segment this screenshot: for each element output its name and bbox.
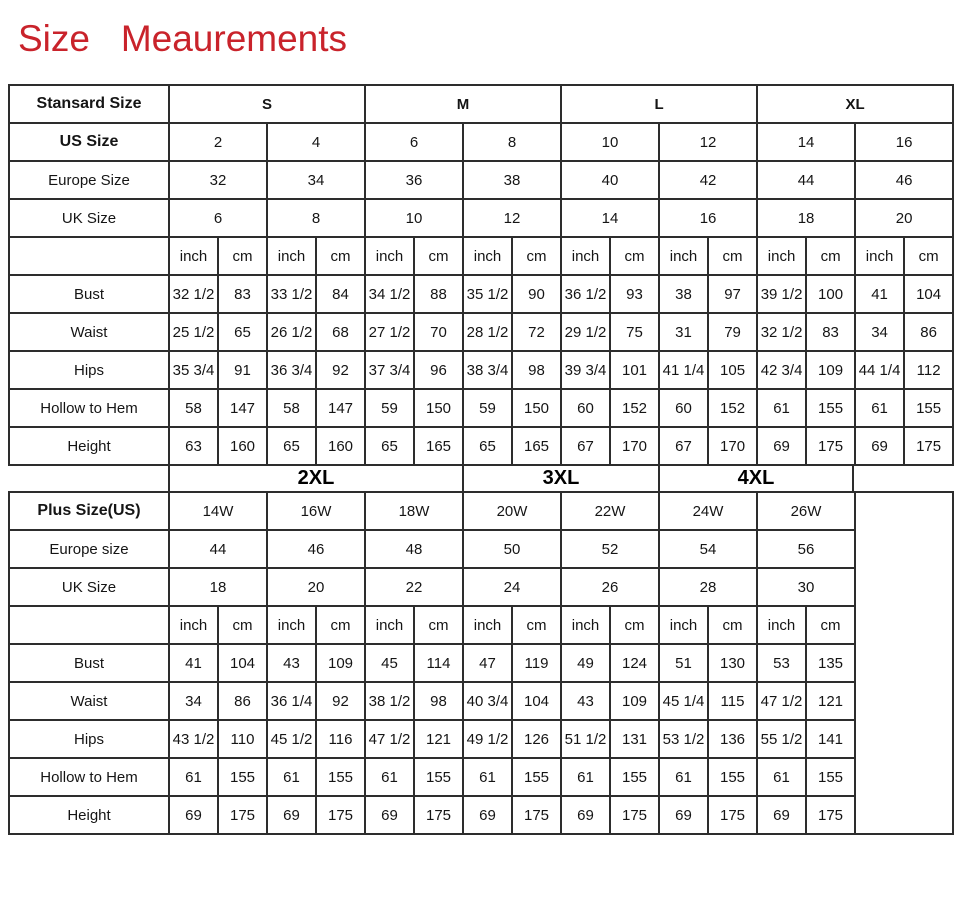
unit-cell: cm bbox=[414, 237, 463, 275]
measure-value-cell: 175 bbox=[218, 796, 267, 834]
measure-value-cell: 45 1/2 bbox=[267, 720, 316, 758]
unit-cell: inch bbox=[365, 606, 414, 644]
empty-right-cell bbox=[855, 492, 953, 834]
measure-value-cell: 109 bbox=[316, 644, 365, 682]
measure-value-cell: 135 bbox=[806, 644, 855, 682]
measure-value-cell: 69 bbox=[659, 796, 708, 834]
table-row bbox=[9, 682, 953, 720]
size-value-cell: 32 bbox=[169, 161, 267, 199]
size-value-cell: 40 bbox=[561, 161, 659, 199]
table-row bbox=[9, 123, 953, 161]
size-value-cell: 54 bbox=[659, 530, 757, 568]
measure-value-cell: 91 bbox=[218, 351, 267, 389]
size-value-cell: 20W bbox=[463, 492, 561, 530]
row-label: Waist bbox=[9, 313, 169, 351]
measure-value-cell: 90 bbox=[512, 275, 561, 313]
unit-cell: inch bbox=[267, 606, 316, 644]
size-value-cell: 12 bbox=[659, 123, 757, 161]
measure-value-cell: 67 bbox=[659, 427, 708, 465]
measure-value-cell: 110 bbox=[218, 720, 267, 758]
table-row bbox=[9, 313, 953, 351]
measure-value-cell: 175 bbox=[316, 796, 365, 834]
measure-value-cell: 61 bbox=[659, 758, 708, 796]
measure-value-cell: 37 3/4 bbox=[365, 351, 414, 389]
measure-value-cell: 121 bbox=[806, 682, 855, 720]
measure-value-cell: 155 bbox=[806, 758, 855, 796]
measure-value-cell: 155 bbox=[610, 758, 659, 796]
measure-value-cell: 79 bbox=[708, 313, 757, 351]
measure-value-cell: 65 bbox=[463, 427, 512, 465]
measure-value-cell: 26 1/2 bbox=[267, 313, 316, 351]
measure-value-cell: 25 1/2 bbox=[169, 313, 218, 351]
size-value-cell: 8 bbox=[267, 199, 365, 237]
measure-value-cell: 119 bbox=[512, 644, 561, 682]
measure-value-cell: 69 bbox=[561, 796, 610, 834]
unit-cell: cm bbox=[806, 237, 855, 275]
unit-cell: cm bbox=[610, 606, 659, 644]
measure-value-cell: 150 bbox=[512, 389, 561, 427]
measure-value-cell: 44 1/4 bbox=[855, 351, 904, 389]
measure-value-cell: 47 1/2 bbox=[757, 682, 806, 720]
size-value-cell: 44 bbox=[169, 530, 267, 568]
unit-cell: inch bbox=[169, 237, 218, 275]
size-value-cell: 4 bbox=[267, 123, 365, 161]
unit-cell: cm bbox=[414, 606, 463, 644]
size-value-cell: 18 bbox=[757, 199, 855, 237]
size-value-cell: 28 bbox=[659, 568, 757, 606]
row-label: Europe Size bbox=[9, 161, 169, 199]
measure-value-cell: 170 bbox=[610, 427, 659, 465]
row-label: UK Size bbox=[9, 568, 169, 606]
unit-cell: cm bbox=[806, 606, 855, 644]
row-label: US Size bbox=[9, 123, 169, 161]
measure-value-cell: 109 bbox=[806, 351, 855, 389]
size-value-cell: 24 bbox=[463, 568, 561, 606]
row-label: Bust bbox=[9, 644, 169, 682]
measure-value-cell: 88 bbox=[414, 275, 463, 313]
measure-value-cell: 83 bbox=[806, 313, 855, 351]
size-value-cell: 26 bbox=[561, 568, 659, 606]
measure-value-cell: 126 bbox=[512, 720, 561, 758]
plus-size-table bbox=[8, 491, 954, 835]
measure-value-cell: 60 bbox=[659, 389, 708, 427]
plus-size-group-band bbox=[168, 466, 952, 491]
measure-value-cell: 35 3/4 bbox=[169, 351, 218, 389]
row-label: Europe size bbox=[9, 530, 169, 568]
measure-value-cell: 136 bbox=[708, 720, 757, 758]
measure-value-cell: 38 3/4 bbox=[463, 351, 512, 389]
measure-value-cell: 61 bbox=[757, 389, 806, 427]
size-value-cell: 22W bbox=[561, 492, 659, 530]
size-value-cell: 16 bbox=[659, 199, 757, 237]
size-value-cell: 48 bbox=[365, 530, 463, 568]
unit-cell: inch bbox=[561, 237, 610, 275]
measure-value-cell: 53 1/2 bbox=[659, 720, 708, 758]
size-value-cell: 44 bbox=[757, 161, 855, 199]
table-row bbox=[9, 351, 953, 389]
size-value-cell: 2 bbox=[169, 123, 267, 161]
unit-cell: inch bbox=[855, 237, 904, 275]
size-value-cell: 8 bbox=[463, 123, 561, 161]
table-row bbox=[9, 568, 953, 606]
measure-value-cell: 165 bbox=[414, 427, 463, 465]
standard-size-table bbox=[8, 84, 954, 466]
measure-value-cell: 34 bbox=[169, 682, 218, 720]
measure-value-cell: 175 bbox=[610, 796, 659, 834]
measure-value-cell: 104 bbox=[218, 644, 267, 682]
measure-value-cell: 67 bbox=[561, 427, 610, 465]
measure-value-cell: 36 3/4 bbox=[267, 351, 316, 389]
measure-value-cell: 41 bbox=[855, 275, 904, 313]
measure-value-cell: 40 3/4 bbox=[463, 682, 512, 720]
row-label: Height bbox=[9, 796, 169, 834]
measure-value-cell: 69 bbox=[267, 796, 316, 834]
row-label: Hips bbox=[9, 351, 169, 389]
unit-cell: inch bbox=[169, 606, 218, 644]
measure-value-cell: 47 1/2 bbox=[365, 720, 414, 758]
unit-cell: cm bbox=[512, 237, 561, 275]
measure-value-cell: 109 bbox=[610, 682, 659, 720]
measure-value-cell: 141 bbox=[806, 720, 855, 758]
unit-cell: inch bbox=[267, 237, 316, 275]
measure-value-cell: 155 bbox=[904, 389, 953, 427]
plus-group-header: 4XL bbox=[658, 466, 854, 491]
unit-row-label bbox=[9, 237, 169, 275]
unit-row-label bbox=[9, 606, 169, 644]
measure-value-cell: 31 bbox=[659, 313, 708, 351]
table-row bbox=[9, 85, 953, 123]
table-row bbox=[9, 427, 953, 465]
size-value-cell: 6 bbox=[169, 199, 267, 237]
measure-value-cell: 114 bbox=[414, 644, 463, 682]
measure-value-cell: 92 bbox=[316, 351, 365, 389]
unit-cell: cm bbox=[904, 237, 953, 275]
measure-value-cell: 97 bbox=[708, 275, 757, 313]
table-row bbox=[9, 758, 953, 796]
size-value-cell: 30 bbox=[757, 568, 855, 606]
size-value-cell: 52 bbox=[561, 530, 659, 568]
plus-group-header: 3XL bbox=[462, 466, 658, 491]
measure-value-cell: 72 bbox=[512, 313, 561, 351]
measure-value-cell: 175 bbox=[904, 427, 953, 465]
measure-value-cell: 115 bbox=[708, 682, 757, 720]
measure-value-cell: 49 bbox=[561, 644, 610, 682]
measure-value-cell: 41 1/4 bbox=[659, 351, 708, 389]
measure-value-cell: 61 bbox=[267, 758, 316, 796]
size-value-cell: 16 bbox=[855, 123, 953, 161]
measure-value-cell: 131 bbox=[610, 720, 659, 758]
measure-value-cell: 152 bbox=[610, 389, 659, 427]
measure-value-cell: 175 bbox=[512, 796, 561, 834]
measure-value-cell: 65 bbox=[267, 427, 316, 465]
measure-value-cell: 61 bbox=[169, 758, 218, 796]
measure-value-cell: 32 1/2 bbox=[757, 313, 806, 351]
size-value-cell: 12 bbox=[463, 199, 561, 237]
measure-value-cell: 39 1/2 bbox=[757, 275, 806, 313]
size-value-cell: 14 bbox=[561, 199, 659, 237]
table-row bbox=[9, 606, 953, 644]
page-title: Size Meaurements bbox=[18, 18, 348, 59]
size-value-cell: 14 bbox=[757, 123, 855, 161]
row-label: Hips bbox=[9, 720, 169, 758]
measure-value-cell: 160 bbox=[218, 427, 267, 465]
size-value-cell: 14W bbox=[169, 492, 267, 530]
table-row bbox=[9, 796, 953, 834]
size-value-cell: 46 bbox=[267, 530, 365, 568]
size-group-header: M bbox=[365, 85, 561, 123]
row-label: UK Size bbox=[9, 199, 169, 237]
table-row bbox=[9, 389, 953, 427]
size-value-cell: 38 bbox=[463, 161, 561, 199]
size-value-cell: 20 bbox=[267, 568, 365, 606]
table-row bbox=[9, 237, 953, 275]
unit-cell: cm bbox=[316, 606, 365, 644]
measure-value-cell: 124 bbox=[610, 644, 659, 682]
row-label: Bust bbox=[9, 275, 169, 313]
measure-value-cell: 68 bbox=[316, 313, 365, 351]
measure-value-cell: 86 bbox=[904, 313, 953, 351]
measure-value-cell: 43 1/2 bbox=[169, 720, 218, 758]
table-row bbox=[9, 275, 953, 313]
measure-value-cell: 45 1/4 bbox=[659, 682, 708, 720]
unit-cell: cm bbox=[708, 606, 757, 644]
unit-cell: inch bbox=[365, 237, 414, 275]
measure-value-cell: 105 bbox=[708, 351, 757, 389]
measure-value-cell: 45 bbox=[365, 644, 414, 682]
size-value-cell: 16W bbox=[267, 492, 365, 530]
measure-value-cell: 59 bbox=[365, 389, 414, 427]
measure-value-cell: 36 1/2 bbox=[561, 275, 610, 313]
measure-value-cell: 93 bbox=[610, 275, 659, 313]
measure-value-cell: 69 bbox=[463, 796, 512, 834]
measure-value-cell: 43 bbox=[267, 644, 316, 682]
measure-value-cell: 75 bbox=[610, 313, 659, 351]
measure-value-cell: 84 bbox=[316, 275, 365, 313]
measure-value-cell: 101 bbox=[610, 351, 659, 389]
size-value-cell: 20 bbox=[855, 199, 953, 237]
table-row bbox=[9, 492, 953, 530]
measure-value-cell: 51 1/2 bbox=[561, 720, 610, 758]
measure-value-cell: 61 bbox=[855, 389, 904, 427]
size-value-cell: 24W bbox=[659, 492, 757, 530]
unit-cell: inch bbox=[757, 606, 806, 644]
table-row bbox=[9, 720, 953, 758]
size-group-header: S bbox=[169, 85, 365, 123]
measure-value-cell: 60 bbox=[561, 389, 610, 427]
measure-value-cell: 49 1/2 bbox=[463, 720, 512, 758]
unit-cell: inch bbox=[659, 237, 708, 275]
row-label: Waist bbox=[9, 682, 169, 720]
measure-value-cell: 175 bbox=[806, 796, 855, 834]
size-value-cell: 18 bbox=[169, 568, 267, 606]
size-group-header: XL bbox=[757, 85, 953, 123]
measure-value-cell: 69 bbox=[365, 796, 414, 834]
measure-value-cell: 58 bbox=[169, 389, 218, 427]
measure-value-cell: 43 bbox=[561, 682, 610, 720]
measure-value-cell: 69 bbox=[757, 427, 806, 465]
measure-value-cell: 100 bbox=[806, 275, 855, 313]
unit-cell: inch bbox=[463, 237, 512, 275]
measure-value-cell: 175 bbox=[414, 796, 463, 834]
size-value-cell: 26W bbox=[757, 492, 855, 530]
size-value-cell: 6 bbox=[365, 123, 463, 161]
size-value-cell: 46 bbox=[855, 161, 953, 199]
measure-value-cell: 41 bbox=[169, 644, 218, 682]
size-value-cell: 10 bbox=[561, 123, 659, 161]
measure-value-cell: 47 bbox=[463, 644, 512, 682]
measure-value-cell: 63 bbox=[169, 427, 218, 465]
measure-value-cell: 155 bbox=[316, 758, 365, 796]
unit-cell: cm bbox=[708, 237, 757, 275]
measure-value-cell: 32 1/2 bbox=[169, 275, 218, 313]
measure-value-cell: 160 bbox=[316, 427, 365, 465]
size-value-cell: 42 bbox=[659, 161, 757, 199]
measure-value-cell: 155 bbox=[512, 758, 561, 796]
measure-value-cell: 104 bbox=[512, 682, 561, 720]
measure-value-cell: 83 bbox=[218, 275, 267, 313]
table-row bbox=[9, 161, 953, 199]
size-value-cell: 18W bbox=[365, 492, 463, 530]
measure-value-cell: 165 bbox=[512, 427, 561, 465]
measure-value-cell: 147 bbox=[218, 389, 267, 427]
unit-cell: cm bbox=[512, 606, 561, 644]
measure-value-cell: 92 bbox=[316, 682, 365, 720]
measure-value-cell: 152 bbox=[708, 389, 757, 427]
measure-value-cell: 29 1/2 bbox=[561, 313, 610, 351]
measure-value-cell: 69 bbox=[757, 796, 806, 834]
measure-value-cell: 59 bbox=[463, 389, 512, 427]
measure-value-cell: 96 bbox=[414, 351, 463, 389]
measure-value-cell: 155 bbox=[806, 389, 855, 427]
measure-value-cell: 58 bbox=[267, 389, 316, 427]
measure-value-cell: 170 bbox=[708, 427, 757, 465]
measure-value-cell: 28 1/2 bbox=[463, 313, 512, 351]
measure-value-cell: 69 bbox=[169, 796, 218, 834]
measure-value-cell: 104 bbox=[904, 275, 953, 313]
measure-value-cell: 61 bbox=[463, 758, 512, 796]
measure-value-cell: 155 bbox=[414, 758, 463, 796]
measure-value-cell: 38 bbox=[659, 275, 708, 313]
measure-value-cell: 51 bbox=[659, 644, 708, 682]
measure-value-cell: 33 1/2 bbox=[267, 275, 316, 313]
measure-value-cell: 112 bbox=[904, 351, 953, 389]
measure-value-cell: 150 bbox=[414, 389, 463, 427]
measure-value-cell: 61 bbox=[757, 758, 806, 796]
measure-value-cell: 39 3/4 bbox=[561, 351, 610, 389]
plus-group-header: 2XL bbox=[168, 466, 462, 491]
measure-value-cell: 35 1/2 bbox=[463, 275, 512, 313]
measure-value-cell: 53 bbox=[757, 644, 806, 682]
measure-value-cell: 69 bbox=[855, 427, 904, 465]
measure-value-cell: 61 bbox=[561, 758, 610, 796]
measure-value-cell: 65 bbox=[365, 427, 414, 465]
measure-value-cell: 121 bbox=[414, 720, 463, 758]
measure-value-cell: 61 bbox=[365, 758, 414, 796]
unit-cell: inch bbox=[757, 237, 806, 275]
table-row bbox=[9, 530, 953, 568]
size-group-header: L bbox=[561, 85, 757, 123]
size-value-cell: 56 bbox=[757, 530, 855, 568]
unit-cell: cm bbox=[316, 237, 365, 275]
row-label: Hollow to Hem bbox=[9, 758, 169, 796]
unit-cell: inch bbox=[463, 606, 512, 644]
measure-value-cell: 175 bbox=[708, 796, 757, 834]
table-row bbox=[9, 644, 953, 682]
measure-value-cell: 55 1/2 bbox=[757, 720, 806, 758]
measure-value-cell: 70 bbox=[414, 313, 463, 351]
measure-value-cell: 155 bbox=[218, 758, 267, 796]
measure-value-cell: 27 1/2 bbox=[365, 313, 414, 351]
unit-cell: inch bbox=[561, 606, 610, 644]
size-value-cell: 22 bbox=[365, 568, 463, 606]
measure-value-cell: 175 bbox=[806, 427, 855, 465]
size-value-cell: 34 bbox=[267, 161, 365, 199]
plus-size-label: Plus Size(US) bbox=[9, 492, 169, 530]
unit-cell: cm bbox=[218, 606, 267, 644]
measure-value-cell: 116 bbox=[316, 720, 365, 758]
measure-value-cell: 155 bbox=[708, 758, 757, 796]
row-label: Hollow to Hem bbox=[9, 389, 169, 427]
unit-cell: cm bbox=[218, 237, 267, 275]
measure-value-cell: 98 bbox=[512, 351, 561, 389]
measure-value-cell: 38 1/2 bbox=[365, 682, 414, 720]
standard-size-label: Stansard Size bbox=[9, 85, 169, 123]
measure-value-cell: 34 bbox=[855, 313, 904, 351]
measure-value-cell: 36 1/4 bbox=[267, 682, 316, 720]
measure-value-cell: 42 3/4 bbox=[757, 351, 806, 389]
measure-value-cell: 130 bbox=[708, 644, 757, 682]
measure-value-cell: 86 bbox=[218, 682, 267, 720]
row-label: Height bbox=[9, 427, 169, 465]
measure-value-cell: 147 bbox=[316, 389, 365, 427]
size-value-cell: 36 bbox=[365, 161, 463, 199]
size-value-cell: 50 bbox=[463, 530, 561, 568]
size-value-cell: 10 bbox=[365, 199, 463, 237]
measure-value-cell: 65 bbox=[218, 313, 267, 351]
measure-value-cell: 34 1/2 bbox=[365, 275, 414, 313]
measure-value-cell: 98 bbox=[414, 682, 463, 720]
unit-cell: cm bbox=[610, 237, 659, 275]
unit-cell: inch bbox=[659, 606, 708, 644]
table-row bbox=[9, 199, 953, 237]
